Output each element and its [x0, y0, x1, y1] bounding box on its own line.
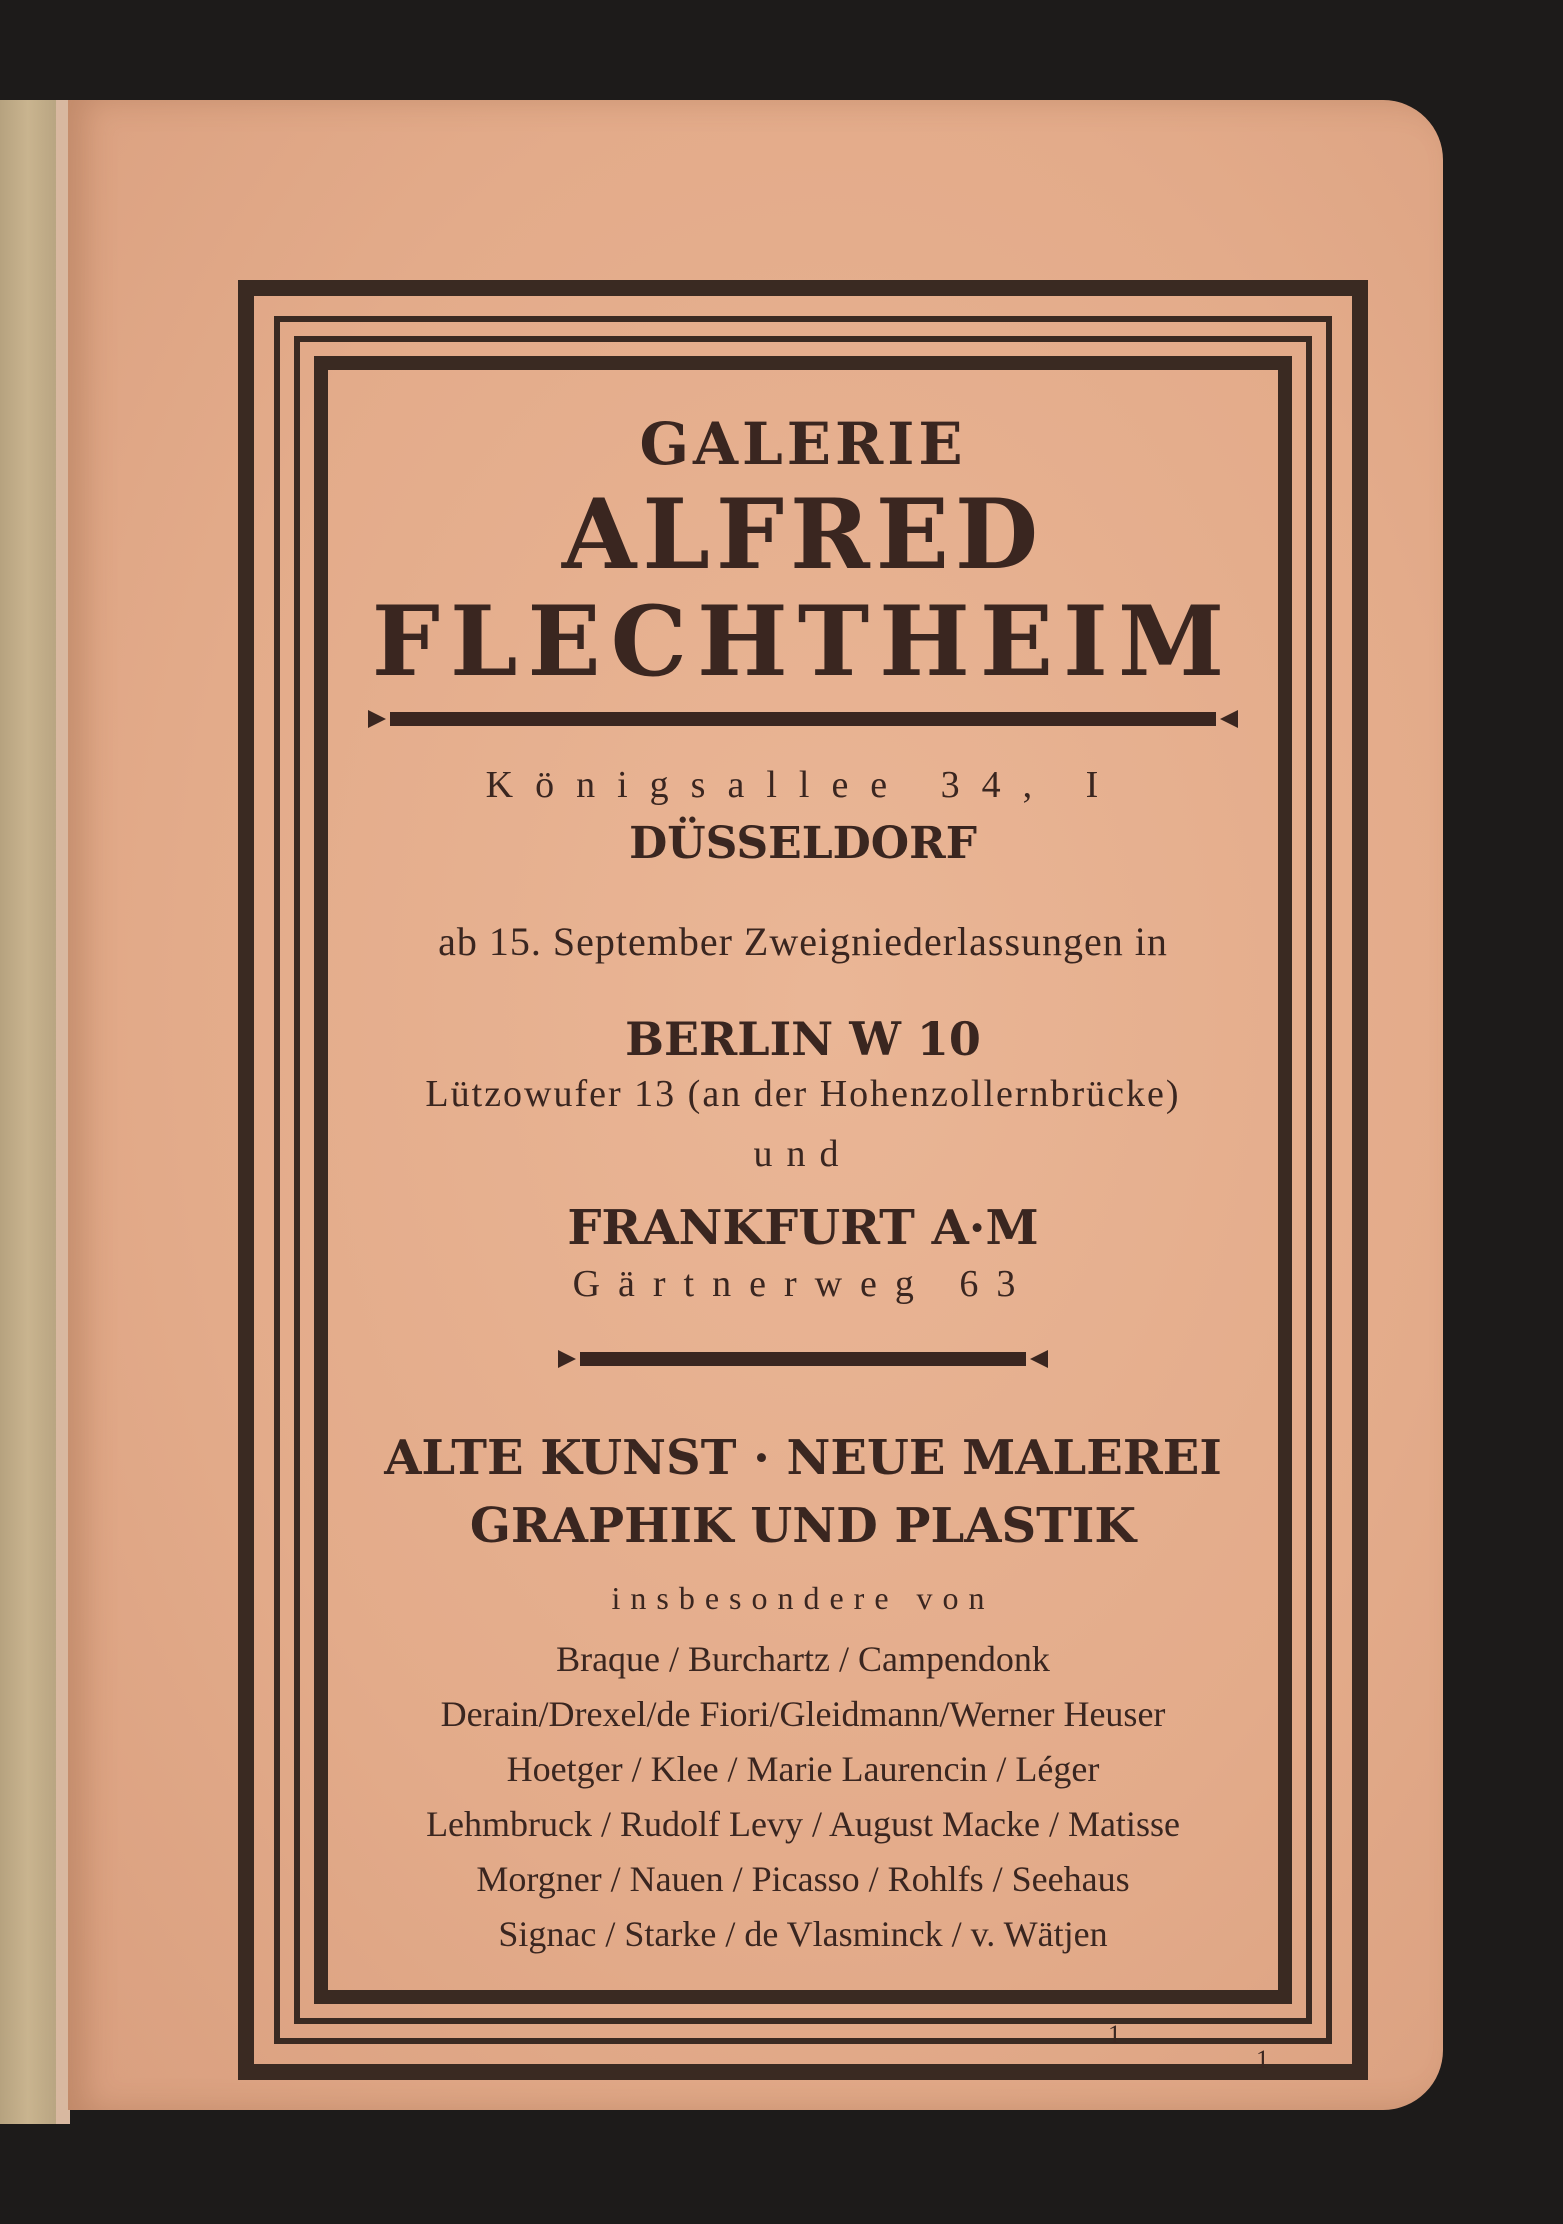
branches-intro: ab 15. September Zweigniederlassungen in — [438, 919, 1168, 964]
program-line-1: ALTE KUNST · NEUE MALEREI — [384, 1430, 1222, 1486]
artist-line: Hoetger / Klee / Marie Laurencin / Léger — [506, 1749, 1100, 1789]
berlin-address: Lützowufer 13 (an der Hohenzollernbrücke) — [425, 1073, 1181, 1115]
ad-content — [338, 380, 1268, 1980]
heading-alfred: ALFRED — [561, 478, 1045, 591]
city-berlin: BERLIN W 10 — [625, 1012, 981, 1066]
advertisement-page — [68, 100, 1443, 2110]
heading-flechtheim: FLECHTHEIM — [371, 585, 1235, 698]
artist-line: Braque / Burchartz / Campendonk — [556, 1639, 1050, 1679]
street-address: Königsallee 34, I — [485, 764, 1121, 806]
city-frankfurt: FRANKFURT A·M — [567, 1200, 1039, 1256]
program-line-2: GRAPHIK UND PLASTIK — [469, 1498, 1137, 1554]
page-number: 1 — [1108, 2020, 1121, 2049]
artist-line: Morgner / Nauen / Picasso / Rohlfs / Seehaus — [476, 1859, 1130, 1899]
artist-line: Derain/Drexel/de Fiori/Gleidmann/Werner Heuser — [440, 1694, 1166, 1734]
artist-line: Lehmbruck / Rudolf Levy / August Macke / Matisse — [426, 1804, 1180, 1844]
city-duesseldorf: DÜSSELDORF — [629, 818, 977, 869]
ornamental-rule-top — [368, 708, 1238, 730]
conjunction-und: und — [753, 1133, 853, 1175]
heading-galerie: GALERIE — [639, 410, 967, 478]
page-number-corner: 1 — [1256, 2045, 1269, 2074]
artists-intro: insbesondere von — [611, 1580, 995, 1616]
frankfurt-address: Gärtnerweg 63 — [572, 1263, 1034, 1305]
artist-line: Signac / Starke / de Vlasminck / v. Wätjen — [498, 1914, 1108, 1954]
ornamental-rule-middle — [558, 1348, 1048, 1370]
